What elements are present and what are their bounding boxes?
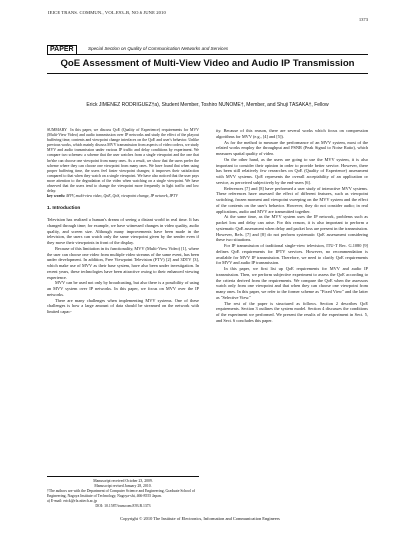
body-paragraph: There are many challenges when implementing MVV systems. One of these challenges is how a large amount of data should be streamed on the network with limited capac- — [47, 297, 199, 315]
author-email: a) E-mail: erick@rlx.nitech.ac.jp — [47, 498, 97, 503]
keywords — [47, 194, 199, 199]
keywords-text: MVV, multi-view video, QoE, QoS, viewpoint change, IP network, IPTV — [66, 194, 178, 199]
title-rule-top — [47, 54, 368, 55]
paper-type-tag: PAPER — [47, 45, 77, 55]
manuscript-received: Manuscript received October 23, 2009. — [93, 479, 153, 483]
body-paragraph: Because of this limitation in its functionality, MVV (Multi-View Video) [1], where the user can choose one video from multiple video streams of the same event, has been under development. In addition, Free Viewpoint Television (FTV) [2] and 3DTV [3], which make use of MVV as their base system, have also been under investigation. In recent years, these technologies have been attractive owing to their enhanced viewing experience. — [47, 245, 199, 280]
body-paragraph: ity. Because of this reason, there are several works which focus on compression algorithms for MVV (e.g., [4] and [5]). — [216, 128, 368, 139]
body-paragraph: In this paper, we first list up QoE requirements for MVV and audio IP transmission. Then, we perform subjective experiment to assess the QoE according to the criteria derived from the requirements. We compare the QoE when the assessors watch only from one viewpoint and that when they can choose one viewpoint from many ones. In this paper, we refer to the former scheme as "Fixed View" and the latter as "Selective View." — [216, 266, 368, 300]
body-paragraph: MVV can be used not only by broadcasting, but also there is a possibility of using an MVV system over IP networks. In this paper, we focus on MVV over the IP networks. — [47, 280, 199, 297]
special-section-label: Special Section on Quality of Communication Networks and Services — [88, 46, 229, 51]
abstract-text: In this paper, we discuss QoE (Quality of Experience) requirements for MVV (Multi-View Video) and audio transmission over IP networks and study the effect of the playout buffering time, contents and viewpoint change interfaces on the QoE and user's behavior. Unlike previous works, which mainly discuss MVV transmission from aspects of video codecs, we study MVV and audio transmission under various IP traffic and delay conditions by experiment. We compare two schemes: a scheme that the user watches from a single viewpoint and the one that he/she can choose one viewpoint from many ones. As a result, we show that the users prefer the scheme where they can choose one viewpoint from many ones. We have found that when using proper buffering time, the users feel faster viewpoint changes; it improves their satisfaction compared to that when they watch on a single viewpoint. We have also noticed that the user pays more attention to the degradation of the video when watching on a single viewpoint. We have observed that the users tend to change the viewpoint more frequently in light traffic and low delay. — [47, 128, 199, 194]
copyright-line: Copyright © 2010 The Institute of Electronics, Information and Communication Engineers — [120, 516, 280, 521]
right-column — [216, 128, 368, 324]
body-paragraph: As for the method to measure the performance of an MVV system, most of the related works employ the throughput and PSNR (Peak Signal to Noise Ratio), which measures spatial quality of video. — [216, 139, 368, 156]
author-affiliation: †The authors are with the Department of Computer Science and Engineering, Graduate School of Engineering, Nagoya Institute of Technology, Nagoya-shi, 466-8555 Japan. — [47, 488, 196, 498]
body-paragraph: The rest of the paper is structured as follows. Section 2 describes QoE requirements. Section 3 outlines the system model. Section 4 discusses the conditions of the experiment we performed. We present the results of the experiment in Sect. 5, and Sect. 6 concludes this paper. — [216, 300, 368, 323]
body-paragraph: For IP transmission of traditional single-view television, ITU-T Rec. G.1080 [9] defines QoE requirements for IPTV services. However, no recommendation is available for MVV IP transmission. Therefore, we need to clarify QoE requirements for MVV and audio IP transmission. — [216, 243, 368, 266]
doi: DOI: 10.1587/transcom.E93.B.1373 — [95, 503, 151, 508]
manuscript-revised: Manuscript revised January 28, 2010. — [94, 483, 152, 488]
body-paragraph: On the other hand, as the users are going to use the MVV system, it is also important to consider their opinion in order to provide better service. However, there has been still relatively few researches on QoE (Quality of Experience) assessment with MVV systems. QoE represents the overall acceptability of an application or service, as perceived subjectively by the end-users [6]. — [216, 156, 368, 185]
abstract — [47, 128, 199, 194]
body-paragraph: At the same time, as the MVV system uses the IP network, problems such as packet loss and delay can arise. For this reason, it is also important to perform a systematic QoE assessment when delay and packet loss are present in the transmission. However, Refs. [7] and [8] do not perform systematic QoE assessment considering these two situations. — [216, 214, 368, 243]
abstract-label: SUMMARY — [47, 128, 67, 132]
keywords-label: key words: — [47, 194, 66, 199]
section-heading-introduction: 1. Introduction — [47, 206, 81, 212]
body-paragraph: Television has realized a human's dream of seeing a distant world in real time. It has changed through time; for example, we have witnessed changes in video quality, audio quality, and screen size. Although many improvements have been made in the television, the users can watch only the same viewpoint given by the sender even if they move their viewpoints in front of the display. — [47, 217, 199, 246]
footnote — [47, 476, 199, 508]
left-column — [47, 128, 199, 315]
author-line: Erick JIMENEZ RODRIGUEZ†a), Student Member, Toshiro NUNOME†, Member, and Shuji TASAKA†, Fellow — [86, 102, 329, 108]
title-rule-bottom — [47, 73, 368, 74]
journal-header: IEICE TRANS. COMMUN., VOL.E93–B, NO.6 JUNE 2010 — [48, 10, 166, 15]
page-number: 1373 — [358, 17, 368, 22]
body-paragraph: References [7] and [8] have performed a user study of interactive MVV systems. These references have assessed the effect of different features, such as viewpoint switching, frozen moment and viewpoint sweeping on the MVV system and the effect of the contents on the user's behavior. However, they do not consider audio; in real applications, audio and MVV are transmitted together. — [216, 185, 368, 214]
paper-title: QoE Assessment of Multi-View Video and Audio IP Transmission — [60, 58, 355, 69]
